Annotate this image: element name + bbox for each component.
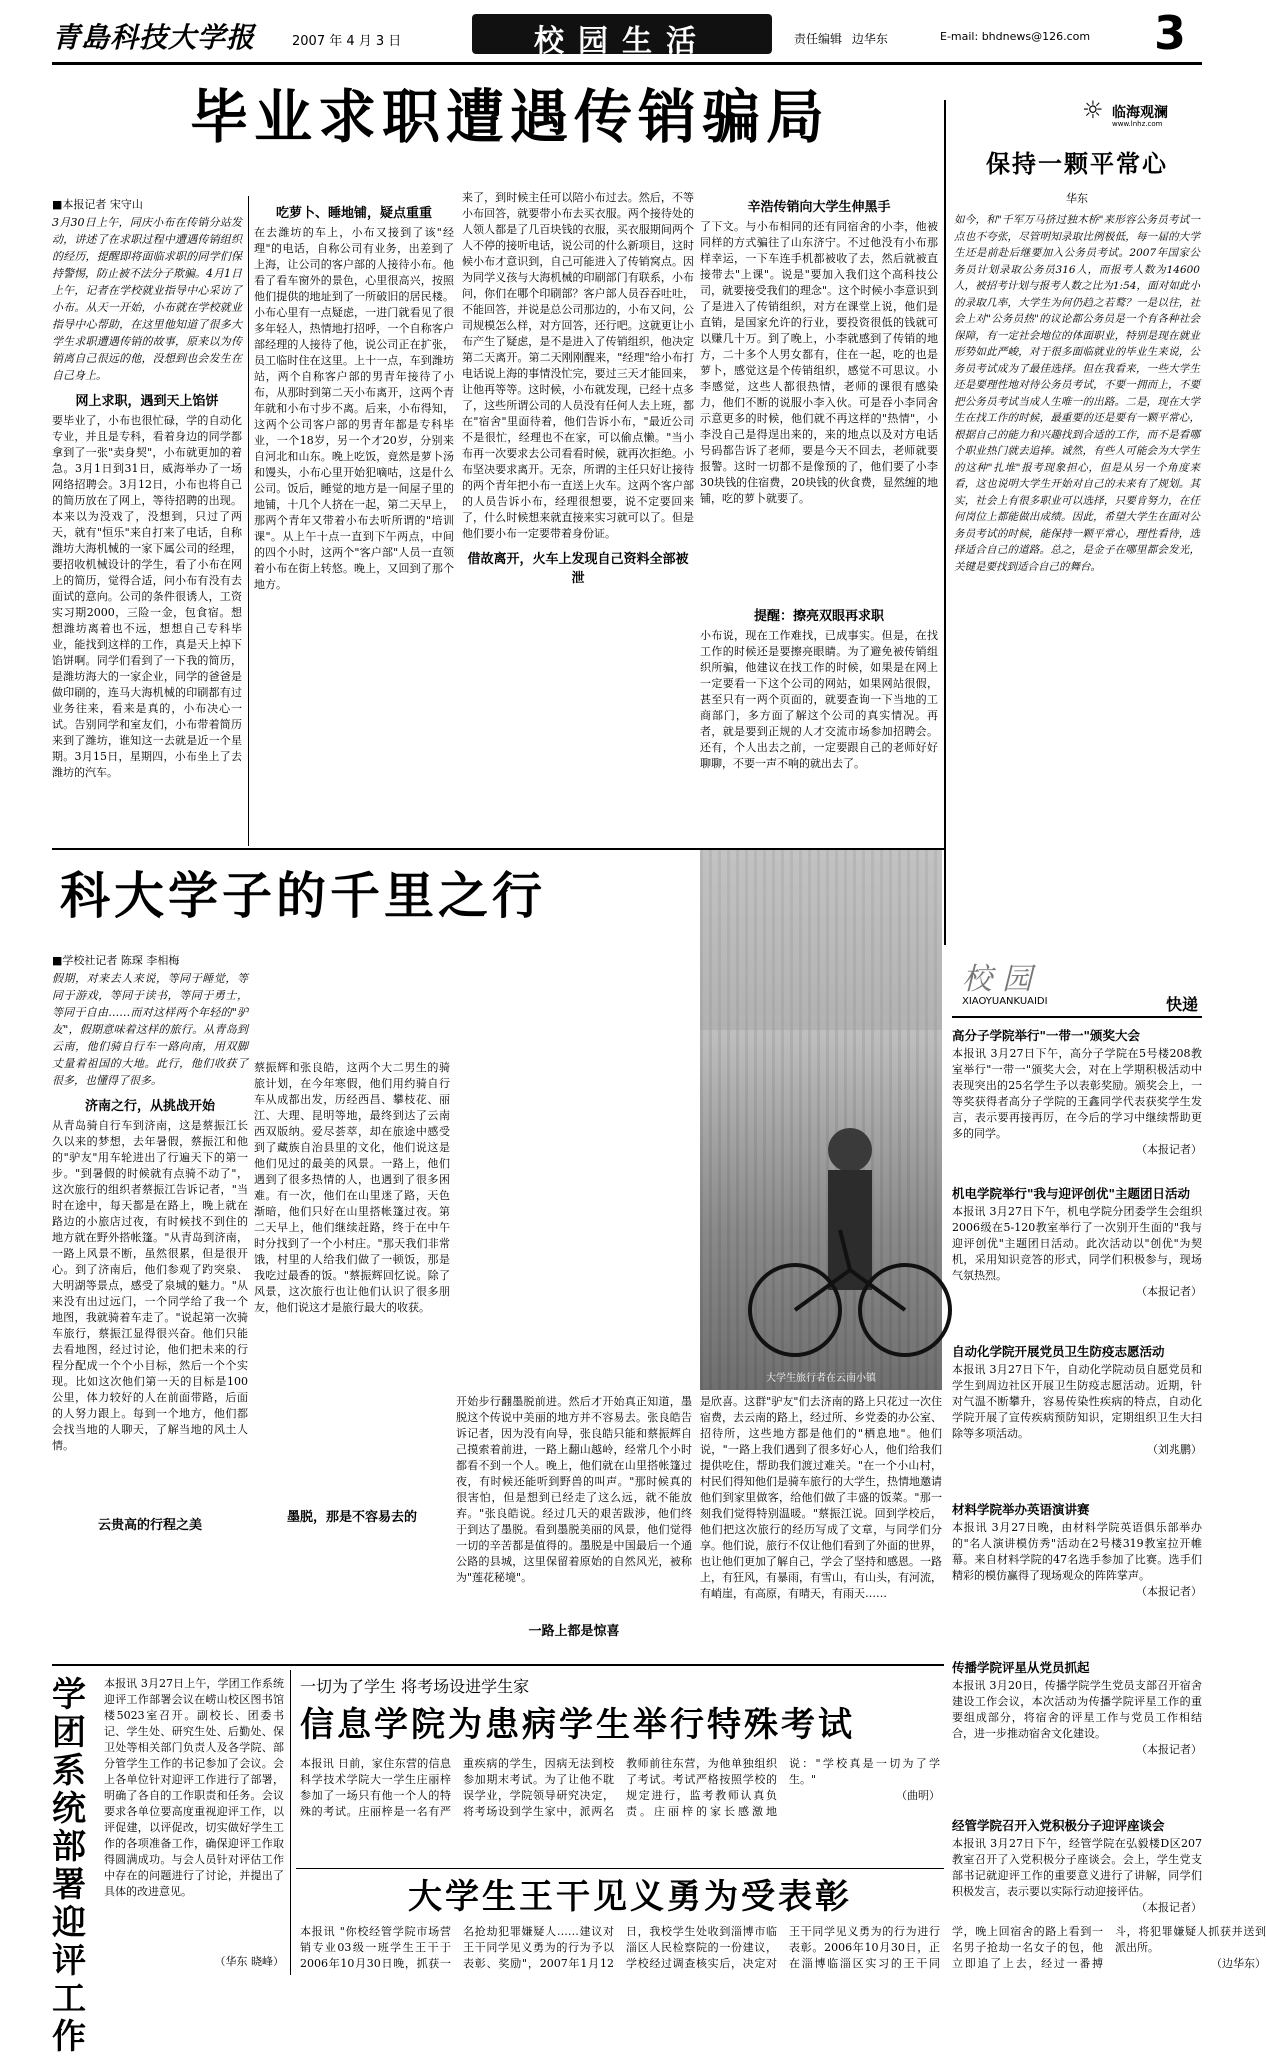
editor-info [794,30,888,47]
briefs-column [952,954,1202,1974]
lead-text-4: 了下文。与小布相同的还有同宿舍的小李，他被同样的方式骗往了山东济宁。不过他没有小布那样幸运，一下车连手机都被收了去，然后就被直接带去"上课"。说是"要加入我们这个高科技公司，就要接受我们的理念"。这个时候小李意识到了是进入了传销组织，对方在课堂上说，他们是直销，是国家允许的行业，要投资很低的钱就可以赚几十万。到了晚上，小李就感到了传销的地方，二十多个人男女都有，住在一起，吃的也是萝卜，感觉这是个传销组织，感觉不可思议。小李感觉，这些人都很热情，老师的课很有感染力，他们不断的说服小李入伙。可是吞小李同舍示意更多的时候，他们就不再这样的"热情"，小李没自己是得逞出来的，来的地点以及对方电话号码都告诉了老师，要是今天不回去，老师就要报警。这时一切都不是像预的了，他们要了小李30块钱的住宿费，20块钱的伙食费，显然缠的地铺，吃的萝卜就要了。 [700,220,938,505]
xuetuan-article [104,1676,284,1976]
journey-subhead-4: 一路上都是惊喜 [528,1624,620,1639]
brief-text: 本报讯 3月27日下午，自动化学院动员自愿党员和学生到周边社区开展卫生防疫志愿活动。近期，针对气温不断攀升，容易传染性疾病的特点，自动化学院开展了宣传疾病预防知识，定期组织卫生大扫除等多项活动。 [952,1363,1202,1440]
journey-photo [700,850,942,1390]
brief-text: 本报讯 3月27日下午，机电学院分团委学生会组织2006级在5-120教室举行了一次别开生面的"我与迎评创优"主题团日活动。此次活动以"创优"为契机，采用知识竞答的形式，同学们积极参与，现场气氛热烈。 [952,1205,1202,1282]
col-divider [290,1670,291,1975]
journey-text-1: 从青岛骑自行车到济南，这是蔡振江长久以来的梦想，去年暑假，蔡振江和他的"驴友"用车轮进出了行遍天下的第一步。"到暑假的时候就有点骑不动了"，这次旅行的组织者蔡振江告诉记者，"当时在途中，每天都是在路上，晚上就在路边的小旅店过夜，有时候找不到住的地方就在野外搭帐篷。"从青岛到济南，一路上风景不断，虽然很累，但是很开心。到了济南后，他们参观了趵突泉、大明湖等景点，感受了泉城的魅力。"从来没有出过远门，一个同学给了我一个地图，我就骑着车走了。"说起第一次骑车旅行，蔡振江显得很兴奋。他们只能去看地图，经过讨论，他们把未来的行程分配成一个个小目标，然后一个个实现。比如这次他们第一天的目标是100公里，体力较好的人在前面带路，后面的人努力跟上。每到一个地方，他们都会找当地的人聊天，了解当地的风土人情。 [52,1119,248,1452]
brief-title: 高分子学院举行"一带一"颁奖大会 [952,1028,1141,1043]
brief-text: 本报讯 3月27日下午，经管学院在弘毅楼D区207教室召开了入党积极分子座谈会。会上，学生党支部书记就迎评工作的重要意义进行了讲解，同学们积极发言，表示要以实际行动迎接评估。 [952,1837,1202,1898]
brief-footer: （本报记者） [1136,1143,1202,1156]
briefs-header [952,954,1202,1018]
brief-footer: （本报记者） [1136,1743,1202,1756]
briefs-header-cn: 校园 [962,962,1042,997]
col-divider [944,100,946,945]
exam-footer: （曲明） [896,1789,940,1802]
col-divider [248,196,249,846]
exam-headline: 信息学院为患病学生举行特殊考试 [300,1705,855,1745]
journey-byline: ■学校社记者 陈琛 李相梅 [52,954,180,967]
brief-text: 本报讯 3月20日，传播学院学生党员支部召开宿舍建设工作会议，本次活动为传播学院评星工作的重要组成部分，将宿舍的评星工作与党员工作相结合，进一步推动宿舍文化建设。 [952,1679,1202,1740]
photo-caption: 大学生旅行者在云南小镇 [766,1373,876,1384]
journey-subhead-2: 云贵高的行程之美 [97,1518,202,1533]
brief-title: 经管学院召开入党积极分子迎评座谈会 [952,1818,1165,1833]
lead-col-2 [254,196,454,846]
journey-subhead-3: 墨脱，那是不容易去的 [286,1510,417,1525]
column-logo-text: 临海观澜 [1112,105,1168,121]
lead-text-3: 来了，到时候主任可以陪小布过去。然后，不等小布回答，就要带小布去买衣服。两个接待处的人领人都是了几百块钱的衣服，买衣服期间两个人不停的接听电话，说公司的什么新项目，这时候小布才意识到，自己可能进入了传销窝点。因为同学义孩与大海机械的印刷部门有联系，小布问，你们在哪个印刷部？客户部人员吞吞吐吐，不能回答，并说是总公司那边的，小布又问，公司规模怎么样，对方回答，还行吧。这就更让小布产生了疑虑，是不是进入了传销组织，他决定第二天离开。第二天刚刚醒来，"经理"给小布打电话说上海的事情没忙完，要过三天才能回来，让他再等等。这时候，小布就发现，已经十点多了，这些所谓公司的人员没有任何人去上班，都在"宿舍"里面待着，他们告诉小布，"最近公司不是很忙，经理也不在家，可以偷点懒。"当小布再一次要求去公司看看时候，就再次拒绝。小布坚决要求离开。无奈，所谓的主任只好让接待的两个青年把小布一直送上火车。这两个客户部的人员告诉小布，经理很想要，说不定要回来了，什么时候想来就直接来实习就可以了。但是他们要小布一定要带着身份证。 [462,191,694,540]
lead-subhead-3: 借故离开，火车上发现自己资料全部被泄 [467,552,689,586]
hero-footer: （边华东） [1211,1957,1266,1970]
journey-subhead-1: 济南之行，从挑战开始 [84,1099,215,1114]
lead-text-1: 要毕业了，小布也很忙碌，学的自动化专业，并且是专科，看着身边的同学都拿到了一张"卖身契"，小布就更加的着急。3月1日到31日，威海举办了一场网络招聘会。3月12日，小布也将自己的简历放在了网上，等待招聘的出现。本来以为没戏了，没想到，只过了两天，就有"恒乐"来自打来了电话，自称潍坊大海机械的一家下属公司的经理，要招收机械设计的学生，看了小布在网上的简历，觉得合适，问小布有没有去面试的意向。公司的条件很诱人，工资实习期2000，三险一金，包食宿。想想潍坊离着也不远，想想自己专科毕业，能找到这样的工作，真是天上掉下馅饼啊。同学们看到了一下我的简历，是潍坊海大的一家企业，同学的爸爸是做印刷的，连马大海机械的印刷都有过业务往来，看来是真的，小布决心一试。告别同学和室友们，小布带着简历来到了潍坊，谁知这一去就是近一个星期。3月15日，星期四，小布坐上了去潍坊的汽车。 [52,414,242,779]
brief-item [952,1500,1202,1650]
lead-subhead-4: 辛浩传销向大学生伸黑手 [747,200,891,215]
lead-subhead-2: 吃萝卜、睡地铺，疑点重重 [275,206,432,221]
journey-text-2: 蔡振辉和张良皓，这两个大二男生的骑旅计划，在今年寒假，他们用约骑自行车从成都出发，历经西昌、攀枝花、丽江、大理、昆明等地，最终到达了云南西双版纳。爱尽荟萃，却在旅途中感受到了藏族自治县里的文化，他们说这是他们见过的最美的风景。一路上，他们遇到了很多热情的人，也遇到了很多困难。有一次，他们在山里迷了路，天色渐暗，他们只好在山里搭帐篷过夜。第二天早上，他们继续赶路，终于在中午时分找到了一个小村庄。"那天我们非常饿，村里的人给我们做了一顿饭，那是我吃过最香的饭。"蔡振辉回忆说。除了风景，这次旅行也让他们认识了很多朋友，他们说这才是旅行最大的收获。 [254,1061,450,1314]
briefs-header-tag: 快递 [1165,995,1198,1014]
brief-title: 自动化学院开展党员卫生防疫志愿活动 [952,1344,1165,1359]
brief-footer: （本报记者） [1136,1585,1202,1598]
bicycle-rider-graphic [700,850,942,1390]
column-logo [1082,96,1202,130]
xuetuan-footer: （华东 晓峰） [214,1955,284,1968]
lead-byline: ■本报记者 宋守山 [52,198,143,211]
journey-col-4 [700,1394,942,1660]
brief-title: 材料学院举办英语演讲赛 [952,1502,1090,1517]
exam-kicker: 一切为了学生 将考场设进学生家 [300,1677,530,1696]
masthead-rule [52,62,1202,65]
lead-text-5: 小布说，现在工作难找，已成事实。但是，在找工作的时候还是要擦亮眼睛。为了避免被传销组织所骗，他建议在找工作的时候，如果是在网上一定要看一下这个公司的网站，如果网站很假，甚至只有一两个页面的，就要查询一下当地的工商部门，多方面了解这个公司的真实情况。再者，就是要到正规的人才交流市场参加招聘会。还有，个人出去之前，一定要跟自己的老师好好聊聊，不要一声不响的就出去了。 [700,629,938,770]
exam-text: 本报讯 日前，家住东营的信息科学技术学院大一学生庄丽梓参加了一场只有他一个人的特殊的考试。庄丽梓是一名有严重疾病的学生，因病无法到校参加期末考试。为了让他不耽误学业，学院领导研究决定，将考场设到学生家中，派两名教师前往东营，为他单独组织了考试。考试严格按照学校的规定进行，监考教师认真负责。庄丽梓的家长感激地说："学校真是一切为了学生。" [300,1757,940,1818]
lead-text-2: 在去潍坊的车上，小布又接到了该"经理"的电话，自称公司有业务，出差到了上海，让公司的客户部的人接待小布。他看了看车窗外的景色，心里很高兴，按照他们提供的地址到了一所破旧的居民楼。小布心里有一点疑虑，一进门就看见了很多年轻人，热情地打招呼，一个自称客户部经理的人接待了他，说公司正在扩张，员工临时住在这里。上十一点，车到潍坊站，两个自称客户部的男青年接待了小布，从那时到第二天小布离开，这两个青年就和小布寸步不离。后来，小布得知，这两个公司客户部的男青年都是专科毕业，一个18岁，另一个才20岁，分别来自河北和山东。晚上吃饭，竟然是萝卜汤和馒头，小布心里开始犯嘀咕，这是什么公司。饭后，睡觉的地方是一间屋子里的地铺，十几个人挤在一起，第二天早上，那两个青年又带着小布去听所谓的"培训课"。从上午十点一直到下午两点，中间的四个小时，这两个"客户部"人员一直领着小布在街上转悠。晚上，又回到了那个地方。 [254,226,454,591]
brief-footer: （本报记者） [1136,1901,1202,1914]
column-author: 华东 [1066,192,1088,205]
masthead [52,6,1202,60]
brief-item [952,1026,1202,1176]
journey-intro: 假期，对来去人来说，等同于睡觉，等同于游戏，等同于读书，等同于勇士，等同于自由……而对这样两个年轻的"驴友"，假期意味着这样的旅行。从青岛到云南，他们骑自行车一路向南，用双脚丈量着祖国的大地。此行，他们收获了很多，也懂得了很多。 [52,972,248,1087]
lead-headline: 毕业求职遭遇传销骗局 [189,83,830,151]
brief-text: 本报讯 3月27日下午，高分子学院在5号楼208教室举行"一带一"颁奖大会，对在上学期积极活动中表现突出的25名学生予以表彰奖励。颁奖会上，一等奖获得者高分子学院的王鑫同学代表获奖学生发言，表示要再接再厉，在今后的学习中继续帮助更多的同学。 [952,1047,1202,1140]
brief-item [952,1184,1202,1334]
brief-title: 机电学院举行"我与迎评创优"主题团日活动 [952,1186,1191,1201]
editor-label: 责任编辑 [794,32,843,46]
journey-headline: 科大学子的千里之行 [60,867,546,925]
hero-headline: 大学生王干见义勇为受表彰 [408,1877,852,1917]
brief-item [952,1342,1202,1492]
journey-col-2 [254,1060,450,1660]
lead-subhead-1: 网上求职，遇到天上馅饼 [75,394,219,409]
lead-intro: 3月30日上午，同庆小布在传销分站发动，讲述了在求职过程中遭遇传销组织的经历，提醒即将面临求职的同学们保持警惕，防止被不法分子欺骗。4月1日上午，记者在学校就业指导中心采访了小布。从天一开始，小布就在学校就业指导中心帮助，在这里他知道了很多大学生求职遭遇传销的故事，原来以为传销离自己很远的他，没想到也会发生在自己身上。 [52,216,242,382]
column-box [952,96,1202,946]
brief-title: 传播学院评星从党员抓起 [952,1660,1090,1675]
journey-col-1 [52,970,248,1660]
lead-col-1 [52,214,242,844]
xuetuan-headline: 学团系统部署迎评工作 [52,1675,86,2057]
brief-text: 本报讯 3月27日晚，由材料学院英语俱乐部举办的"名人演讲模仿秀"活动在2号楼319教室拉开帷幕。来自材料学院的47名选手参加了比赛。选手们精彩的模仿赢得了现场观众的阵阵掌声。 [952,1521,1202,1582]
column-logo-sub: www.lnhz.com [1112,120,1163,128]
page-number: 3 [1154,6,1187,60]
column-title: 保持一颗平常心 [986,150,1168,178]
journey-col-3 [456,1394,692,1660]
column-text: 如今，和"千军万马挤过独木桥"来形容公务员考试一点也不夸张，尽管明知录取比例极低，每一届的大学生还是前赴后继要加入公务员考试。2007年国家公务员计划录取公务员316人，而报考人数为14600人，被招考计划与报考人数之比为1:54，面对如此小的录取几率，大学生为何仍趋之若鹜？一是以往，社会上对"公务员热"的议论都公务员是一个有各种社会保障，有一定社会地位的体面职业，特别是现在就业形势如此严峻，对于很多面临就业的毕业生来说，公务员考试成为了最佳选择。但在我看来，一些大学生还是要理性地对待公务员考试，不要一拥而上，不要把公务员考试当成人生唯一的出路。二是，现在大学生在找工作的时候，最重要的还是要有一颗平常心，根据自己的能力和兴趣找到合适的工作，而不是看哪个职业热门就去追捧。诚然，有些人可能会为大学生的这种"扎堆"报考现象担心，但是从另一个角度来看，这也说明大学生开始对自己的未来有了规划。其实，社会上有很多职业可以选择，只要肯努力，在任何岗位上都能做出成绩。因此，希望大学生在面对公务员考试的时候，能保持一颗平常心，理性看待，选择适合自己的道路。总之，是金子在哪里都会发光，关键是要找到适合自己的舞台。 [954,214,1200,573]
journey-text-4: 是欣喜。这群"驴友"们去济南的路上只花过一次住宿费，去云南的路上，经过所、乡党委的办公室、招待所，这些地方都是他们的"栖息地"。他们说，"一路上我们遇到了很多好心人，他们给我们提供吃住，帮助我们渡过难关。"在一个小山村，村民们得知他们是骑车旅行的大学生，热情地邀请他们到家里做客，给他们做了丰盛的饭菜。"那一刻我们觉得特别温暖。"蔡振江说。回到学校后，他们把这次旅行的经历写成了文章，与同学们分享。他们说，旅行不仅让他们看到了外面的世界，也让他们更加了解自己，学会了坚持和感恩。一路上，有狂风，有暴雨，有雪山，有山头，有河流，有峭崖，有高原，有晴天，有雨天…… [700,1395,942,1600]
hero-text: 本报讯 "你校经管学院市场营销专业03级一班学生王干于2006年10月30日晚，抓获一名抢劫犯罪嫌疑人……建议对王干同学见义勇为的行为予以表彰、奖励"，2007年1月12日，我校学生处收到淄博市临淄区人民检察院的一份建议，学校经过调查核实后，决定对王干同学见义勇为的行为进行表彰。2006年10月30日，正在淄博临淄区实习的王干同学，晚上回宿舍的路上看到一名男子抢劫一名女子的包，他立即追了上去，经过一番搏斗，将犯罪嫌疑人抓获并送到派出所。 [300,1925,1266,1970]
issue-date: 2007 年 4 月 3 日 [292,34,402,49]
brief-footer: （本报记者） [1136,1285,1202,1298]
brief-item [952,1658,1202,1808]
brief-footer: （刘兆鹏） [1147,1443,1202,1456]
editor-name: 边华东 [851,32,888,46]
briefs-header-pinyin: XIAOYUANKUAIDI [962,996,1048,1007]
section-title: 校园生活 [534,24,710,59]
sun-icon: ☼ [1082,96,1104,124]
lead-col-3 [462,190,694,846]
lead-col-4 [700,190,938,846]
section-banner [472,14,772,59]
lead-subhead-5: 提醒：擦亮双眼再求职 [753,609,884,624]
exam-article [300,1756,940,1866]
hero-article [300,1924,1266,1980]
paper-name: 青島科技大学报 [52,21,256,54]
editor-email: E-mail: bhdnews@126.com [940,30,1091,43]
xuetuan-text: 本报讯 3月27日上午，学团工作系统迎评工作部署会议在崂山校区图书馆楼5023室召开。副校长、团委书记、学生处、研究生处、后勤处、保卫处等相关部门负责人及各学院、部分管学生工作的书记参加了会议。会上各单位针对迎评工作进行了部署，明确了各自的工作职责和任务。会议要求各单位要高度重视迎评工作，以评促建，以评促改，切实做好学生工作的各项准备工作，确保迎评工作取得圆满成功。与会人员针对评估工作中存在的问题进行了讨论，并提出了具体的改进意见。 [104,1677,284,1898]
section-rule [296,1868,944,1869]
journey-text-3: 开始步行翻墨脱前进。然后才开始真正知道，墨脱这个传说中美丽的地方并不容易去。张良皓告诉记者，因为没有向导，张良皓只能和蔡振辉自己摸索着前进，一路上翻山越岭，经常几个小时都看不到一个人。晚上，他们就在山里搭帐篷过夜，有时候还能听到野兽的叫声。"那时候真的很害怕，但是想到已经走了这么远，就不能放弃。"张良皓说。经过几天的艰苦跋涉，他们终于到达了墨脱。看到墨脱美丽的风景，他们觉得一切的辛苦都是值得的。墨脱是中国最后一个通公路的县城，这里保留着原始的自然风光，被称为"莲花秘境"。 [456,1395,692,1584]
section-rule [52,1664,944,1666]
